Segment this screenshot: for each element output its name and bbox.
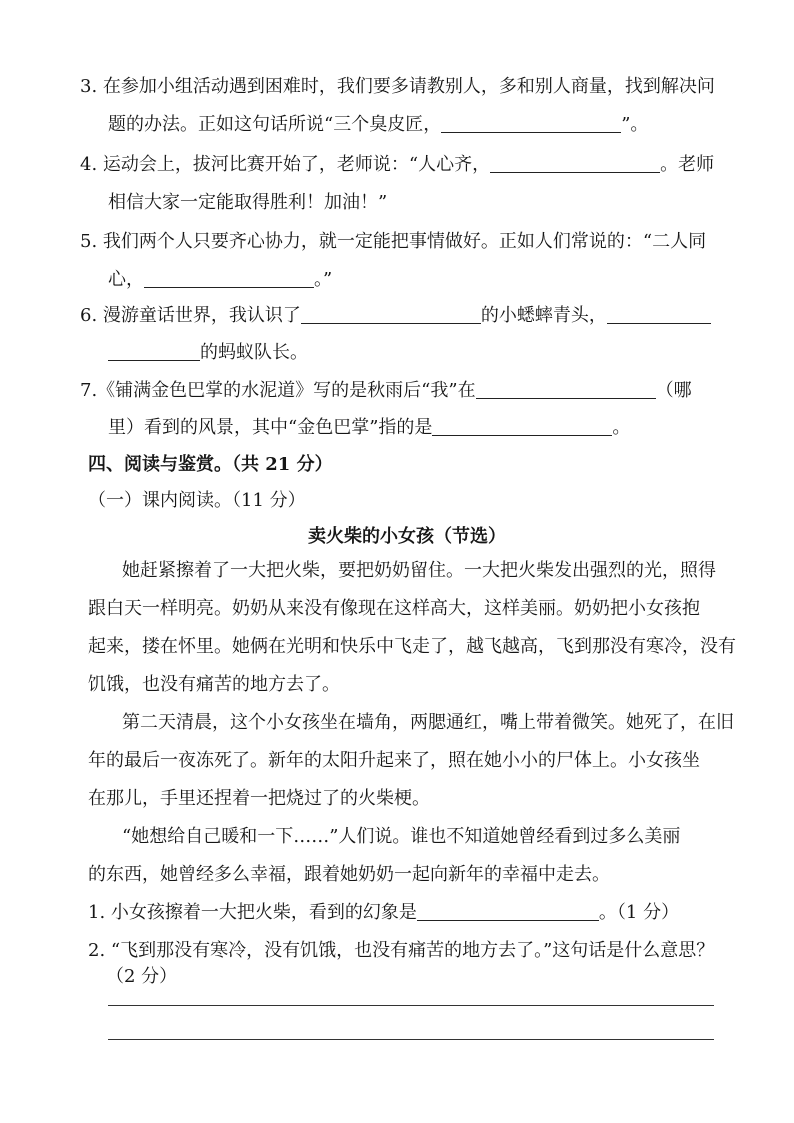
q7-line1 (80, 378, 692, 404)
q4-line2: 相信大家一定能取得胜利！加油！” (108, 192, 388, 213)
q6-answer-blank-2b[interactable] (108, 340, 200, 361)
passage-title: 卖火柴的小女孩（节选） (308, 526, 506, 547)
passage-p2-line1: 第二天清晨，这个小女孩坐在墙角，两腮通红，嘴上带着微笑。她死了，在旧 (122, 712, 734, 733)
passage-p1-line3: 起来，搂在怀里。她俩在光明和快乐中飞走了，越飞越高，飞到那没有寒冷，没有 (88, 636, 736, 657)
q7-text-d: 。 (612, 417, 631, 438)
q7-answer-blank-2[interactable] (432, 415, 612, 436)
q3-line1: 3. 在参加小组活动遇到困难时，我们要多请教别人，多和别人商量，找到解决问 (80, 76, 715, 97)
q4-line1 (80, 152, 714, 178)
q6-answer-blank-2a[interactable] (607, 303, 711, 324)
q6-text-b: 的小蟋蟀青头， (480, 305, 607, 326)
q7-text-a: 7.《铺满金色巴掌的水泥道》写的是秋雨后“我”在 (80, 380, 476, 401)
q3-answer-blank[interactable] (441, 112, 621, 133)
passage-p2-line3: 在那儿，手里还捏着一把烧过了的火柴梗。 (88, 788, 430, 809)
reading-q2-line2: （2 分） (106, 966, 178, 987)
reading-q1-answer-blank[interactable] (417, 900, 599, 921)
q7-answer-blank-1[interactable] (476, 378, 656, 399)
q6-line2 (108, 340, 308, 366)
q4-text-a: 4. 运动会上，拔河比赛开始了，老师说：“人心齐， (80, 154, 491, 175)
q4-answer-blank[interactable] (490, 152, 660, 173)
passage-p2-line2: 年的最后一夜冻死了。新年的太阳升起来了，照在她小小的尸体上。小女孩坐 (88, 750, 700, 771)
q6-text-c: 的蚂蚁队长。 (200, 342, 308, 363)
reading-q1 (88, 900, 679, 926)
q7-line2 (108, 415, 630, 441)
q7-text-b: （哪 (655, 380, 692, 401)
q3-line2 (108, 112, 648, 138)
section4-sub1: （一）课内阅读。（11 分） (88, 490, 306, 511)
q6-line1 (80, 303, 711, 329)
reading-q2-line1: 2. “飞到那没有寒冷，没有饥饿，也没有痛苦的地方去了。”这句话是什么意思？ (88, 940, 715, 961)
q5-text-a: 心， (108, 269, 144, 290)
q6-text-a: 6. 漫游童话世界，我认识了 (80, 305, 301, 326)
q3-text-a: 题的办法。正如这句话所说“三个臭皮匠， (108, 114, 442, 135)
reading-q2-answer-line-1[interactable] (108, 1005, 714, 1006)
q3-text-b: ”。 (621, 114, 649, 135)
reading-q2-answer-line-2[interactable] (108, 1039, 714, 1040)
reading-q1-text-b: 。（1 分） (598, 902, 680, 923)
passage-p1-line2: 跟白天一样明亮。奶奶从来没有像现在这样高大，这样美丽。奶奶把小女孩抱 (88, 598, 700, 619)
q5-text-b: 。” (314, 269, 333, 290)
q5-line1: 5. 我们两个人只要齐心协力，就一定能把事情做好。正如人们常说的：“二人同 (80, 231, 707, 252)
passage-p1-line4: 饥饿，也没有痛苦的地方去了。 (88, 674, 340, 695)
passage-p3-line2: 的东西，她曾经多么幸福，跟着她奶奶一起向新年的幸福中走去。 (88, 864, 610, 885)
q5-line2 (108, 267, 332, 293)
passage-p3-line1: “她想给自己暖和一下……”人们说。谁也不知道她曾经看到过多么美丽 (122, 826, 681, 847)
q5-answer-blank[interactable] (144, 267, 314, 288)
q7-text-c: 里）看到的风景，其中“金色巴掌”指的是 (108, 417, 433, 438)
reading-q1-text-a: 1. 小女孩擦着一大把火柴，看到的幻象是 (88, 902, 417, 923)
section4-heading: 四、阅读与鉴赏。（共 21 分） (88, 454, 333, 475)
q4-text-b: 。老师 (660, 154, 715, 175)
q6-answer-blank-1[interactable] (301, 303, 481, 324)
passage-p1-line1: 她赶紧擦着了一大把火柴，要把奶奶留住。一大把火柴发出强烈的光，照得 (122, 560, 716, 581)
